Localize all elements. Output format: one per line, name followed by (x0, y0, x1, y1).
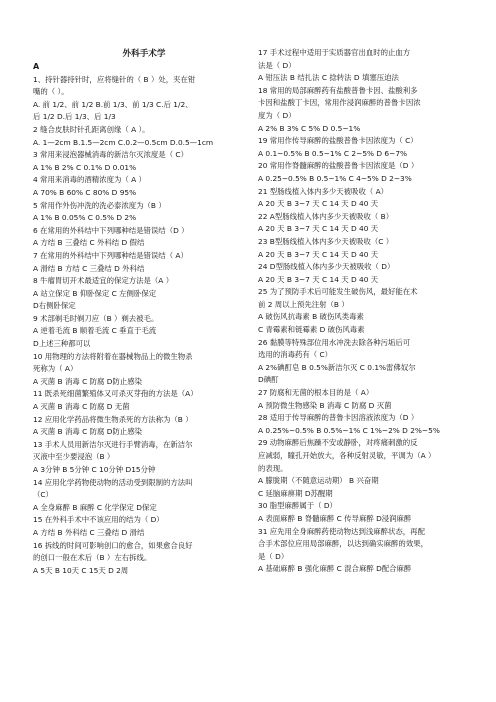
text-line: 4 常用来消毒的酒精浓度为（ A ） (33, 175, 146, 185)
text-line: A 逆着毛流 B 顺着毛流 C 垂直于毛流 (33, 326, 157, 336)
text-line: C 青霉素和链霉素 D 破伤风毒素 (258, 325, 365, 335)
text-line: A 0.25~0.5% B 0.5~1% C 4~5% D 2~3% (258, 173, 412, 183)
text-line: A 钳压法 B 结扎法 C 捻转法 D 填塞压迫法 (258, 73, 399, 83)
text-line: 是（ D） (258, 551, 289, 561)
text-line: A 全身麻醉 B 麻醉 C 化学保定 D保定 (33, 502, 157, 512)
text-line: 的创口一般在术后（B ）左右拆线。 (33, 553, 152, 563)
text-line: 14 应用化学药物使动物的活动受到限制的方法叫 (33, 477, 193, 487)
text-line: A 站立保定 B 仰卧保定 C 左侧卧保定 (33, 288, 157, 298)
text-line: C 延脑麻痹期 D苏醒期 (258, 488, 333, 498)
text-line: 25 为了预防手术后可能发生破伤风，最好能在术 (258, 287, 418, 297)
text-line: A. 1—2cm B.1.5—2cm C.0.2—0.5cm D.0.5—1cm (33, 137, 214, 147)
text-line: A 20 天 B 3~7 天 C 14 天 D 40 天 (258, 274, 379, 284)
text-line: 的表现。 (258, 463, 288, 473)
text-line: 19 常用作传导麻醉的盐酸普鲁卡因浓度为（ C） (258, 136, 418, 146)
text-line: 16 拆线的时间可影响创口的愈合，如果愈合良好 (33, 540, 193, 550)
text-line: A 70% B 60% C 80% D 95% (33, 187, 137, 197)
text-line: 26 黏膜等特殊部位用水冲洗去除各种污垢后可 (258, 337, 411, 347)
text-line: 前 2 周以上预先注射（B ） (258, 299, 349, 309)
text-line: 2 缝合皮肤时针孔距离创缘（ A ）。 (33, 124, 150, 134)
text-line: A 2% B 3% C 5% D 0.5~1% (258, 123, 361, 133)
text-line: 31 应先用全身麻醉药使动物达到浅麻醉状态，再配 (258, 526, 425, 536)
text-line: 后 1/2 D.后 1/3、后 1/3 (33, 112, 116, 122)
text-line: 选用的消毒药有（ C） (258, 350, 333, 360)
text-line: A 方结 B 三叠结 C 外科结 D 假结 (33, 238, 145, 248)
text-line: 1、持针器持针时，应将缝针的（ B ）处，夹在钳 (33, 74, 196, 84)
text-line: A 滑结 B 方结 C 三叠结 D 外科结 (33, 263, 145, 273)
text-line: 法是（ D） (258, 60, 296, 70)
text-line: 12 应用化学药品将微生物杀死的方法称为（B ） (33, 414, 193, 424)
text-line: 6 在常用的外科结中下列哪种结是错误结（D ） (33, 225, 189, 235)
text-line: 13 手术人员用新洁尔灭进行手臂消毒，在新洁尔 (33, 439, 193, 449)
text-line: 3 常用来浸泡器械消毒的新洁尔灭浓度是（ C） (33, 150, 188, 160)
text-line: A 破伤风抗毒素 B 破伤风类毒素 (258, 312, 364, 322)
text-line: 22 A型肠线植入体内多少天被吸收（ B） (258, 211, 394, 221)
text-line: 死称为（ A） (33, 364, 78, 374)
text-line: A 灭菌 B 消毒 C 防腐 D 无菌 (33, 402, 130, 412)
text-line: 17 手术过程中适用于实质器官出血时的止血方 (258, 48, 411, 57)
text-line: A 方结 B 外科结 C 三叠结 D 滑结 (33, 527, 145, 537)
text-line: 27 防腐和无菌的根本目的是（ A） (258, 388, 374, 398)
text-line: A 0.1~0.5% B 0.5~1% C 2~5% D 6~7% (258, 148, 408, 158)
text-line: 度为（ D） (258, 110, 296, 120)
text-line: 8 牛瘤胃切开术最适宜的保定方法是（A ） (33, 276, 174, 286)
page-title: 外科手术学 (122, 49, 166, 59)
text-line: 24 D型肠线植入体内多少天被吸收（ D） (258, 262, 395, 272)
text-line: A 1% B 0.05% C 0.5% D 2% (33, 213, 137, 223)
text-line: 10 用物理的方法将附着在器械物品上的微生物杀 (33, 351, 193, 361)
text-line: 20 常用作脊髓麻醉的盐酸普鲁卡因浓度是（D ） (258, 161, 419, 171)
text-line: A 3分钟 B 5分钟 C 10分钟 D15分钟 (33, 465, 156, 474)
text-line: 合手术部位应用局部麻醉，以达到确实麻醉的效果， (258, 539, 428, 549)
text-line: A 2%碘酊皂 B 0.5%新洁尔灭 C 0.1%雷佛奴尔 (258, 362, 416, 372)
right-question-list (258, 47, 476, 576)
text-line: A 基础麻醉 B 强化麻醉 C 混合麻醉 D配合麻醉 (258, 564, 412, 574)
text-line: A 5天 B 10天 C 15天 D 2周 (33, 565, 129, 575)
text-line: D右侧卧保定 (33, 301, 76, 311)
text-line: A 20 天 B 3~7 天 C 14 天 D 40 天 (258, 199, 379, 209)
text-line: 18 常用的局部麻醉药有盐酸普鲁卡因、盐酸利多 (258, 85, 418, 95)
text-line: 灭液中至少要浸泡（B ） (33, 452, 115, 462)
text-line: D碘酊 (258, 375, 279, 385)
text-line: A 灭菌 B 消毒 C 防腐 D防止感染 (33, 427, 142, 437)
text-line: A 灭菌 B 消毒 C 防腐 D防止感染 (33, 376, 142, 386)
text-line: 卡因和盐酸丁卡因，常用作浸润麻醉的普鲁卡因浓 (258, 98, 421, 108)
text-line: A 20 天 B 3~7 天 C 14 天 D 40 天 (258, 224, 379, 234)
text-line: 30 脂型麻醉属于（ D） (258, 501, 337, 511)
right-column (258, 47, 476, 576)
left-question-list (33, 61, 255, 577)
text-line: D上述三种都可以 (33, 339, 91, 349)
text-line: 21 型肠线植入体内多少天被吸收（ A） (258, 186, 389, 196)
text-line: 应减弱，瞳孔开始放大，各种反射灵敏，平调为（A ） (258, 451, 436, 460)
section-heading: A (33, 62, 40, 71)
text-line: A. 前 1/2、前 1/2 B.前 1/3、前 1/3 C.后 1/2、 (33, 99, 193, 109)
text-line: A 1% B 2% C 0.1% D 0.01% (33, 162, 137, 172)
text-line: 5 常用作外伤冲洗的洗必泰浓度为（B ） (33, 200, 166, 210)
text-line: 9 术部剃毛时剃刀应（B ）剃去被毛。 (33, 313, 159, 323)
text-line: 7 在常用的外科结中下列哪种结是错误结（ A） (33, 250, 188, 260)
text-line: A 表面麻醉 B 脊髓麻醉 C 传导麻醉 D浸润麻醉 (258, 513, 412, 523)
text-line: A 预防微生物感染 B 消毒 C 防腐 D 灭菌 (258, 400, 392, 410)
text-line: 29 动物麻醉后焦躁不安或静卧，对疼痛刺激的反 (258, 438, 418, 448)
text-line: 23 B型肠线植入体内多少天被吸收（C ） (258, 236, 394, 246)
text-line: 28 适用于传导麻醉的普鲁卡因溶液浓度为（D ） (258, 413, 419, 423)
text-line: （C） (33, 490, 53, 500)
left-column (33, 47, 255, 577)
text-line: A 20 天 B 3~7 天 C 14 天 D 40 天 (258, 249, 379, 259)
text-line: A 朦胧期（不随意运动期） B 兴奋期 (258, 476, 379, 486)
text-line: A 0.25%~0.5% B 0.5%~1% C 1%~2% D 2%~5% (258, 425, 440, 435)
text-line: 15 在外科手术中不该应用的结为（ D） (33, 515, 164, 525)
text-line: 嘴的（ ）。 (33, 87, 69, 97)
text-line: 11 既杀死细菌繁殖体又可杀灭芽孢的方法是（A） (33, 389, 198, 399)
